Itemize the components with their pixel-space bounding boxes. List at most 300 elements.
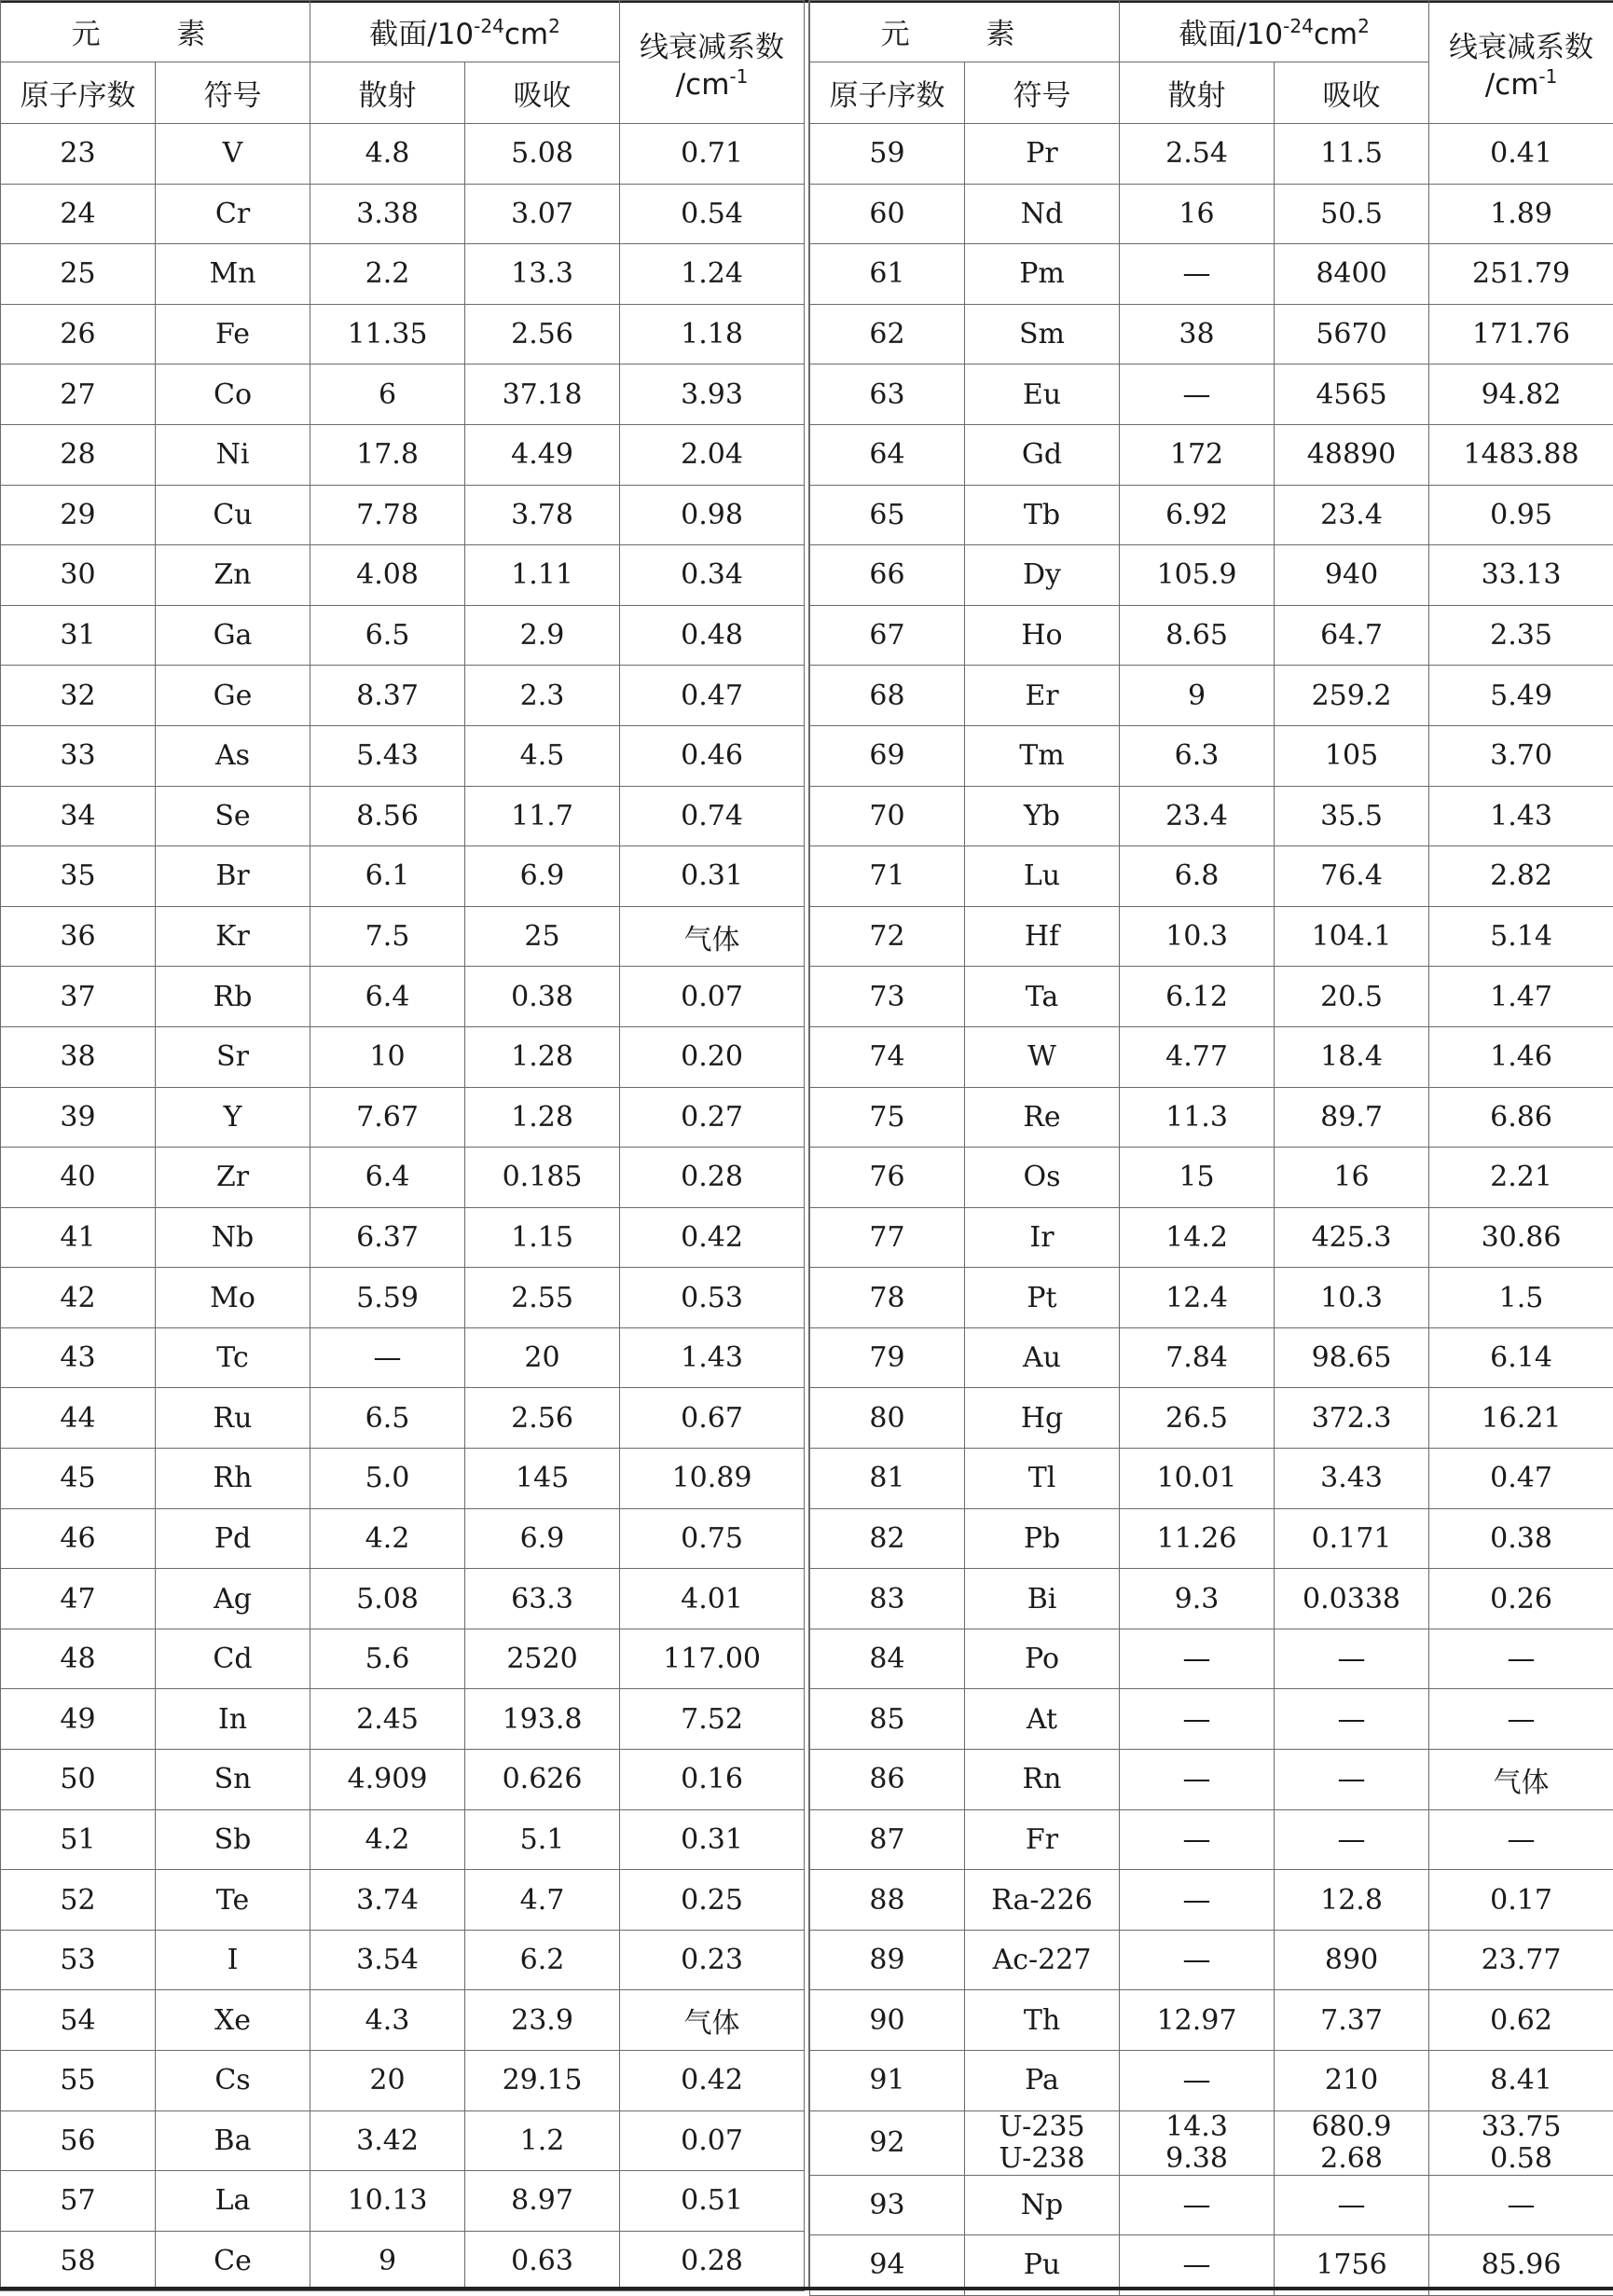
cell-scatter: 172 xyxy=(1120,424,1275,485)
cell-attenuation: 1.5 xyxy=(1429,1268,1613,1328)
table-row xyxy=(810,184,1613,244)
cell-scatter: 23.4 xyxy=(1120,786,1275,846)
cell-absorb: 1756 xyxy=(1275,2235,1429,2296)
cell-absorb: 1.15 xyxy=(465,1207,620,1268)
cell-absorb: 0.38 xyxy=(465,967,620,1027)
cell-attenuation: 0.31 xyxy=(620,1809,805,1870)
cell-symbol: Sn xyxy=(156,1750,310,1810)
cell-symbol: Au xyxy=(965,1327,1120,1388)
cell-scatter: — xyxy=(1120,1930,1275,1990)
cell-atomic-number: 32 xyxy=(1,666,156,726)
table-row xyxy=(810,1148,1613,1208)
cell-absorb-line: 2.68 xyxy=(1275,2143,1428,2175)
cell-atomic-number: 23 xyxy=(1,124,156,185)
cell-attenuation: 0.48 xyxy=(620,605,805,666)
cell-symbol: Sb xyxy=(156,1809,310,1870)
cell-scatter: 8.56 xyxy=(310,786,465,846)
cell-absorb: 29.15 xyxy=(465,2051,620,2111)
cell-atomic-number: 47 xyxy=(1,1569,156,1629)
cell-absorb: 48890 xyxy=(1275,424,1429,485)
cell-atomic-number: 54 xyxy=(1,1990,156,2051)
cell-symbol: Ga xyxy=(156,605,310,666)
cell-symbol: Fr xyxy=(965,1809,1120,1870)
cell-scatter: — xyxy=(1120,2051,1275,2111)
cell-attenuation: — xyxy=(1429,1689,1613,1750)
cell-absorb: 0.171 xyxy=(1275,1508,1429,1569)
cell-absorb: 50.5 xyxy=(1275,184,1429,244)
cell-symbol: Nd xyxy=(965,184,1120,244)
cell-absorb: 425.3 xyxy=(1275,1207,1429,1268)
cell-scatter: 26.5 xyxy=(1120,1388,1275,1449)
cell-absorb: 2520 xyxy=(465,1629,620,1689)
cell-symbol: Gd xyxy=(965,424,1120,485)
cell-absorb: 0.63 xyxy=(465,2231,620,2291)
cell-scatter: — xyxy=(1120,1629,1275,1689)
cell-scatter: 12.4 xyxy=(1120,1268,1275,1328)
cell-attenuation: 3.93 xyxy=(620,364,805,425)
cell-absorb: 63.3 xyxy=(465,1569,620,1629)
cell-absorb: 64.7 xyxy=(1275,605,1429,666)
table-row xyxy=(810,1750,1613,1810)
cell-scatter: 9 xyxy=(1120,666,1275,726)
cell-attenuation: 2.21 xyxy=(1429,1148,1613,1208)
cell-scatter: 4.2 xyxy=(310,1809,465,1870)
cell-scatter: 8.37 xyxy=(310,666,465,726)
cell-absorb: — xyxy=(1275,1809,1429,1870)
cell-attenuation: 1.18 xyxy=(620,304,805,364)
cell-attenuation: 0.07 xyxy=(620,2110,805,2171)
cell-attenuation: 2.04 xyxy=(620,424,805,485)
cell-scatter: 3.38 xyxy=(310,184,465,244)
cell-absorb: 76.4 xyxy=(1275,846,1429,907)
cell-scatter: 6.4 xyxy=(310,1148,465,1208)
header-atomic-number: 原子序数 xyxy=(810,62,965,124)
cell-atomic-number: 68 xyxy=(810,666,965,726)
cell-symbol: Ir xyxy=(965,1207,1120,1268)
cell-atomic-number: 71 xyxy=(810,846,965,907)
cell-attenuation: 0.31 xyxy=(620,846,805,907)
cell-atomic-number: 66 xyxy=(810,545,965,606)
cell-atomic-number: 46 xyxy=(1,1508,156,1569)
cell-attenuation: 0.98 xyxy=(620,485,805,545)
cell-symbol: Cd xyxy=(156,1629,310,1689)
cell-attenuation: 0.17 xyxy=(1429,1870,1613,1931)
table-row xyxy=(810,786,1613,846)
cell-scatter: 7.84 xyxy=(1120,1327,1275,1388)
cell-atomic-number: 94 xyxy=(810,2235,965,2296)
table-right-half xyxy=(809,0,1613,2296)
cell-symbol: Mo xyxy=(156,1268,310,1328)
table-row xyxy=(810,1207,1613,1268)
cell-attenuation: 251.79 xyxy=(1429,244,1613,305)
cell-absorb: 11.5 xyxy=(1275,124,1429,185)
cell-attenuation: 8.41 xyxy=(1429,2051,1613,2111)
table-row xyxy=(1,184,805,244)
cell-absorb: 23.4 xyxy=(1275,485,1429,545)
cell-atomic-number: 31 xyxy=(1,605,156,666)
cell-attenuation: 0.42 xyxy=(620,2051,805,2111)
cell-attenuation: 1.47 xyxy=(1429,967,1613,1027)
cell-attenuation: 0.46 xyxy=(620,725,805,786)
cell-scatter: 4.909 xyxy=(310,1750,465,1810)
table-row xyxy=(810,1870,1613,1931)
cell-attenuation: 0.67 xyxy=(620,1388,805,1449)
cell-scatter: 6 xyxy=(310,364,465,425)
cell-atomic-number: 24 xyxy=(1,184,156,244)
cell-symbol: Rb xyxy=(156,967,310,1027)
cell-attenuation: 23.77 xyxy=(1429,1930,1613,1990)
table-row xyxy=(1,2051,805,2111)
cell-attenuation: 0.27 xyxy=(620,1087,805,1148)
table-row xyxy=(1,725,805,786)
table-row xyxy=(810,545,1613,606)
table-row xyxy=(810,1990,1613,2051)
table-row xyxy=(810,1026,1613,1087)
cell-scatter: 6.92 xyxy=(1120,485,1275,545)
table-row xyxy=(810,1449,1613,1509)
cell-symbol: Os xyxy=(965,1148,1120,1208)
cell-absorb: 10.3 xyxy=(1275,1268,1429,1328)
cell-symbol: At xyxy=(965,1689,1120,1750)
header-absorb: 吸收 xyxy=(465,62,620,124)
cell-scatter: — xyxy=(1120,364,1275,425)
cell-atomic-number: 82 xyxy=(810,1508,965,1569)
cell-absorb: 5.1 xyxy=(465,1809,620,1870)
cell-atomic-number: 25 xyxy=(1,244,156,305)
cell-atomic-number: 44 xyxy=(1,1388,156,1449)
cell-attenuation: 0.95 xyxy=(1429,485,1613,545)
table-row xyxy=(810,725,1613,786)
table-row xyxy=(1,1207,805,1268)
cell-symbol: Th xyxy=(965,1990,1120,2051)
cell-absorb: 16 xyxy=(1275,1148,1429,1208)
cell-absorb-line: 680.9 xyxy=(1275,2111,1428,2143)
cell-scatter: 11.26 xyxy=(1120,1508,1275,1569)
header-scatter: 散射 xyxy=(1120,62,1275,124)
cell-scatter: 10.3 xyxy=(1120,906,1275,967)
table-row xyxy=(810,967,1613,1027)
cell-symbol: Hg xyxy=(965,1388,1120,1449)
cell-absorb: 11.7 xyxy=(465,786,620,846)
cell-atomic-number: 56 xyxy=(1,2110,156,2171)
header-element: 元 素 xyxy=(1,1,310,62)
cell-atomic-number: 36 xyxy=(1,906,156,967)
cell-symbol: Yb xyxy=(965,786,1120,846)
cell-atomic-number: 72 xyxy=(810,906,965,967)
table-row xyxy=(810,424,1613,485)
cell-scatter: 2.45 xyxy=(310,1689,465,1750)
cell-scatter: 6.5 xyxy=(310,605,465,666)
cell-attenuation: 3.70 xyxy=(1429,725,1613,786)
cell-absorb: 18.4 xyxy=(1275,1026,1429,1087)
cell-atomic-number: 33 xyxy=(1,725,156,786)
cell-absorb: 25 xyxy=(465,906,620,967)
cell-scatter: 3.54 xyxy=(310,1930,465,1990)
cell-symbol: Eu xyxy=(965,364,1120,425)
table-row xyxy=(1,1870,805,1931)
cell-atomic-number: 62 xyxy=(810,304,965,364)
cell-attenuation: 1483.88 xyxy=(1429,424,1613,485)
header-cross-section: 截面$/10^{-24}cm^2$ xyxy=(310,1,620,62)
cell-symbol: Y xyxy=(156,1087,310,1148)
cell-absorb: 37.18 xyxy=(465,364,620,425)
cell-scatter: 5.59 xyxy=(310,1268,465,1328)
cell-symbol: Pu xyxy=(965,2235,1120,2296)
cell-atomic-number: 90 xyxy=(810,1990,965,2051)
cell-attenuation-line: 0.58 xyxy=(1429,2143,1613,2175)
cell-attenuation: 0.75 xyxy=(620,1508,805,1569)
table-row xyxy=(1,1689,805,1750)
cell-symbol: Xe xyxy=(156,1990,310,2051)
cell-symbol: Kr xyxy=(156,906,310,967)
cell-absorb: 1.2 xyxy=(465,2110,620,2171)
cell-absorb: 0.626 xyxy=(465,1750,620,1810)
cell-symbol: Tb xyxy=(965,485,1120,545)
table-row xyxy=(810,1508,1613,1569)
cell-absorb: 6.2 xyxy=(465,1930,620,1990)
table-row xyxy=(1,244,805,305)
cell-attenuation xyxy=(1429,2110,1613,2175)
cell-absorb: 6.9 xyxy=(465,1508,620,1569)
cell-scatter: 4.08 xyxy=(310,545,465,606)
cell-absorb: 6.9 xyxy=(465,846,620,907)
cell-symbol: Ta xyxy=(965,967,1120,1027)
cell-symbol: Sr xyxy=(156,1026,310,1087)
cell-attenuation: 171.76 xyxy=(1429,304,1613,364)
table-row xyxy=(810,485,1613,545)
cell-symbol: Po xyxy=(965,1629,1120,1689)
header-absorb: 吸收 xyxy=(1275,62,1429,124)
cell-absorb: — xyxy=(1275,2175,1429,2235)
cell-attenuation: 0.23 xyxy=(620,1930,805,1990)
cell-absorb xyxy=(1275,2110,1429,2175)
cell-attenuation: 2.35 xyxy=(1429,605,1613,666)
cell-atomic-number: 93 xyxy=(810,2175,965,2235)
table-row xyxy=(1,1750,805,1810)
cell-scatter: 6.3 xyxy=(1120,725,1275,786)
table-row xyxy=(1,666,805,726)
table-row xyxy=(810,2175,1613,2235)
cell-scatter: 10.13 xyxy=(310,2171,465,2232)
cell-symbol: Sm xyxy=(965,304,1120,364)
table-row xyxy=(1,485,805,545)
cell-attenuation: 94.82 xyxy=(1429,364,1613,425)
cell-scatter: 7.78 xyxy=(310,485,465,545)
cell-symbol: Tm xyxy=(965,725,1120,786)
cell-atomic-number: 26 xyxy=(1,304,156,364)
table-row xyxy=(1,364,805,425)
cell-absorb: 89.7 xyxy=(1275,1087,1429,1148)
header-row-1 xyxy=(810,1,1613,62)
cell-attenuation: 0.42 xyxy=(620,1207,805,1268)
cell-absorb: — xyxy=(1275,1689,1429,1750)
cell-atomic-number: 61 xyxy=(810,244,965,305)
table-row xyxy=(1,124,805,185)
cell-symbol: Mn xyxy=(156,244,310,305)
cell-absorb: 4565 xyxy=(1275,364,1429,425)
cell-symbol: Ru xyxy=(156,1388,310,1449)
cell-symbol: La xyxy=(156,2171,310,2232)
cell-scatter: 4.77 xyxy=(1120,1026,1275,1087)
cell-scatter: 7.67 xyxy=(310,1087,465,1148)
cell-atomic-number: 78 xyxy=(810,1268,965,1328)
cell-absorb: 5.08 xyxy=(465,124,620,185)
cell-atomic-number: 74 xyxy=(810,1026,965,1087)
cell-scatter: 16 xyxy=(1120,184,1275,244)
cell-symbol-line: U-238 xyxy=(965,2143,1119,2175)
cell-atomic-number: 35 xyxy=(1,846,156,907)
cell-atomic-number: 80 xyxy=(810,1388,965,1449)
cell-scatter: 14.2 xyxy=(1120,1207,1275,1268)
cell-atomic-number: 38 xyxy=(1,1026,156,1087)
table-row xyxy=(810,1930,1613,1990)
cell-symbol: Zn xyxy=(156,545,310,606)
cell-symbol: Cu xyxy=(156,485,310,545)
cell-scatter: 10.01 xyxy=(1120,1449,1275,1509)
cell-absorb: 1.28 xyxy=(465,1026,620,1087)
cell-attenuation: 2.82 xyxy=(1429,846,1613,907)
cell-scatter xyxy=(1120,2110,1275,2175)
cell-scatter-line: 14.3 xyxy=(1120,2111,1274,2143)
table-row xyxy=(1,846,805,907)
header-attenuation: 线衰减系数 $/cm^{-1}$ xyxy=(1429,1,1613,124)
table-row xyxy=(1,1327,805,1388)
cell-scatter: 11.35 xyxy=(310,304,465,364)
cell-atomic-number: 57 xyxy=(1,2171,156,2232)
cell-absorb: 1.28 xyxy=(465,1087,620,1148)
cell-absorb: 4.5 xyxy=(465,725,620,786)
cell-symbol: V xyxy=(156,124,310,185)
table-row xyxy=(810,2051,1613,2111)
cell-attenuation: 0.62 xyxy=(1429,1990,1613,2051)
cell-attenuation: 1.43 xyxy=(1429,786,1613,846)
table-row xyxy=(1,906,805,967)
table-row xyxy=(1,1629,805,1689)
cell-scatter: — xyxy=(1120,1689,1275,1750)
cell-symbol: Se xyxy=(156,786,310,846)
table-row xyxy=(1,1268,805,1328)
cell-scatter: 5.43 xyxy=(310,725,465,786)
cell-symbol: Ni xyxy=(156,424,310,485)
cell-scatter: 9.3 xyxy=(1120,1569,1275,1629)
cell-attenuation-line: 33.75 xyxy=(1429,2111,1613,2143)
cell-attenuation: 0.28 xyxy=(620,2231,805,2291)
cell-attenuation: 0.71 xyxy=(620,124,805,185)
cell-scatter: 4.2 xyxy=(310,1508,465,1569)
cell-symbol: Ac-227 xyxy=(965,1930,1120,1990)
cell-symbol: Pb xyxy=(965,1508,1120,1569)
cell-attenuation: 10.89 xyxy=(620,1449,805,1509)
cell-scatter: — xyxy=(1120,1750,1275,1810)
cell-attenuation: 0.16 xyxy=(620,1750,805,1810)
cell-attenuation: 33.13 xyxy=(1429,545,1613,606)
cell-scatter: 6.8 xyxy=(1120,846,1275,907)
cell-absorb: 105 xyxy=(1275,725,1429,786)
cell-scatter: — xyxy=(1120,2175,1275,2235)
cell-scatter: 5.0 xyxy=(310,1449,465,1509)
table-row xyxy=(810,1388,1613,1449)
table-row xyxy=(1,1930,805,1990)
cell-atomic-number: 43 xyxy=(1,1327,156,1388)
cell-atomic-number: 37 xyxy=(1,967,156,1027)
cell-absorb: 12.8 xyxy=(1275,1870,1429,1931)
cell-scatter-line: 9.38 xyxy=(1120,2143,1274,2175)
table-row xyxy=(810,1087,1613,1148)
cell-atomic-number: 58 xyxy=(1,2231,156,2291)
table-row xyxy=(1,1449,805,1509)
cell-atomic-number: 65 xyxy=(810,485,965,545)
cell-atomic-number: 76 xyxy=(810,1148,965,1208)
cell-absorb: 20 xyxy=(465,1327,620,1388)
cell-absorb: 259.2 xyxy=(1275,666,1429,726)
cell-attenuation: 1.24 xyxy=(620,244,805,305)
cell-symbol: Ba xyxy=(156,2110,310,2171)
cell-attenuation: 0.07 xyxy=(620,967,805,1027)
table-row xyxy=(1,605,805,666)
cell-absorb: 5670 xyxy=(1275,304,1429,364)
cell-atomic-number: 88 xyxy=(810,1870,965,1931)
cell-symbol: Ho xyxy=(965,605,1120,666)
cell-absorb: 2.3 xyxy=(465,666,620,726)
cell-attenuation: — xyxy=(1429,2175,1613,2235)
cell-attenuation: 气体 xyxy=(620,906,805,967)
cell-absorb: 2.9 xyxy=(465,605,620,666)
cell-absorb: — xyxy=(1275,1750,1429,1810)
cell-symbol: Fe xyxy=(156,304,310,364)
cell-scatter: 6.1 xyxy=(310,846,465,907)
cell-atomic-number: 49 xyxy=(1,1689,156,1750)
cell-symbol: Bi xyxy=(965,1569,1120,1629)
cell-absorb: 8.97 xyxy=(465,2171,620,2232)
cell-attenuation: 0.41 xyxy=(1429,124,1613,185)
cell-atomic-number: 59 xyxy=(810,124,965,185)
table-row xyxy=(1,1508,805,1569)
cell-symbol: Ge xyxy=(156,666,310,726)
table-row xyxy=(810,1569,1613,1629)
cell-scatter: 9 xyxy=(310,2231,465,2291)
cell-scatter: — xyxy=(1120,1809,1275,1870)
cell-symbol: Pa xyxy=(965,2051,1120,2111)
cell-atomic-number: 45 xyxy=(1,1449,156,1509)
cell-atomic-number: 89 xyxy=(810,1930,965,1990)
cell-scatter: 6.37 xyxy=(310,1207,465,1268)
cell-scatter: 7.5 xyxy=(310,906,465,967)
cell-atomic-number: 34 xyxy=(1,786,156,846)
cell-atomic-number: 63 xyxy=(810,364,965,425)
table-row xyxy=(810,1327,1613,1388)
table-row xyxy=(1,2110,805,2171)
cell-symbol: As xyxy=(156,725,310,786)
cell-scatter: 38 xyxy=(1120,304,1275,364)
cell-attenuation: 0.53 xyxy=(620,1268,805,1328)
cell-symbol: Pm xyxy=(965,244,1120,305)
cell-symbol: Zr xyxy=(156,1148,310,1208)
cell-attenuation: 6.14 xyxy=(1429,1327,1613,1388)
cell-absorb: — xyxy=(1275,1629,1429,1689)
cell-scatter: 11.3 xyxy=(1120,1087,1275,1148)
cell-symbol: Te xyxy=(156,1870,310,1931)
cell-absorb: 23.9 xyxy=(465,1990,620,2051)
cell-attenuation: 0.28 xyxy=(620,1148,805,1208)
cell-scatter: 15 xyxy=(1120,1148,1275,1208)
table-row xyxy=(810,1268,1613,1328)
table-row xyxy=(1,304,805,364)
header-attenuation: 线衰减系数 $/cm^{-1}$ xyxy=(620,1,805,124)
cell-scatter: 5.6 xyxy=(310,1629,465,1689)
cell-scatter: 8.65 xyxy=(1120,605,1275,666)
cell-symbol: Br xyxy=(156,846,310,907)
cell-attenuation: 1.43 xyxy=(620,1327,805,1388)
